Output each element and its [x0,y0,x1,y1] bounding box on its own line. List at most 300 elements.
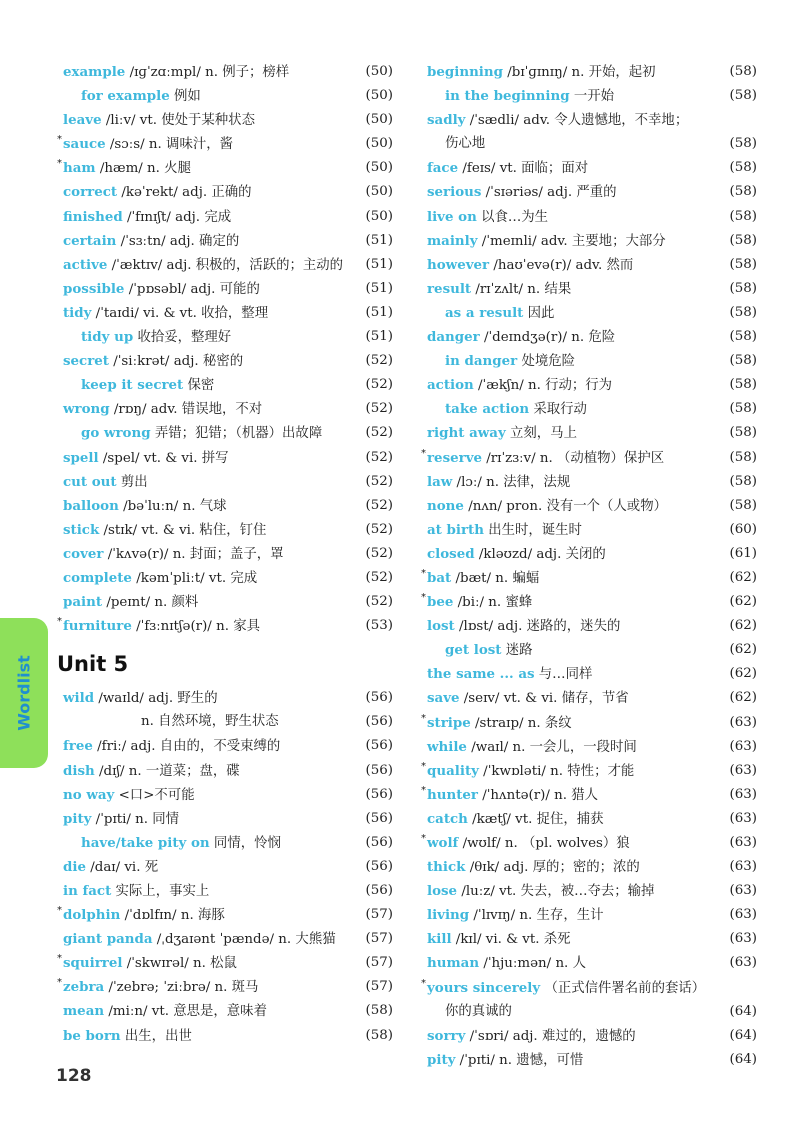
entry-headword: human [427,955,480,972]
wordlist-entry [427,470,757,494]
entry-definition: 与…同样 [534,667,593,683]
entry-headword: hunter [427,786,478,803]
entry-headword: tidy [63,304,92,321]
entry-headword: action [427,377,474,394]
entry-headword: law [427,473,453,490]
entry-page-ref: (51) [365,304,393,320]
entry-headword: have/take pity on [81,834,210,851]
entry-page-ref: (56) [365,834,393,850]
wordlist-entry [427,614,757,638]
entry-page-ref: (50) [365,88,393,104]
wordlist-entry [427,397,757,421]
entry-headword: catch [427,810,468,827]
entry-definition: /waɪld/ adj. 野生的 [94,691,218,707]
entry-page-ref: (52) [365,594,393,610]
entry-headword: dish [63,762,95,779]
entry-page-ref: (58) [365,1003,393,1019]
entry-headword: lose [427,883,458,900]
entry-page-ref: (52) [365,545,393,561]
wordlist-entry [63,446,393,470]
wordlist-entry [63,710,393,734]
entry-page-ref: (52) [365,497,393,513]
entry-headword: bee [427,594,454,611]
wordlist-entry [63,999,393,1023]
entry-definition: /nʌn/ pron. 没有一个（人或物） [463,498,667,514]
entry-definition: /ˈhʌntə(r)/ n. 猎人 [477,787,599,803]
entry-page-ref: (63) [729,835,757,850]
entry-page-ref: (50) [365,136,393,152]
entry-headword: yours sincerely [427,979,541,996]
wordlist-entry [421,759,757,783]
entry-definition: /ˈfɪnɪʃt/ adj. 完成 [122,209,232,225]
optional-word-mark: * [57,616,62,628]
optional-word-mark: * [421,784,426,796]
entry-definition: /ˈsɜːtn/ adj. 确定的 [116,233,240,249]
entry-page-ref: (56) [365,858,393,874]
wordlist-entry [427,349,757,373]
entry-definition: /friː/ adj. 自由的，不受束缚的 [92,739,281,755]
entry-page-ref: (50) [365,184,393,200]
wordlist-entry [427,807,757,831]
wordlist-entry [63,397,393,421]
entry-definition: /liːv/ vt. 使处于某种状态 [101,113,255,129]
entry-headword: cover [63,545,104,562]
entry-page-ref: (58) [729,304,757,320]
wordlist-entry [63,566,393,590]
wordlist-entry [427,686,757,710]
entry-headword: take action [445,401,530,418]
entry-page-ref: (63) [729,931,757,947]
wordlist-entry [427,108,757,132]
entry-page-ref: (58) [729,64,757,79]
entry-page-ref: (58) [729,280,757,296]
entry-page-ref: (52) [365,425,393,441]
wordlist-entry [63,421,393,445]
wordlist-entry [63,108,393,132]
wordlist-entry [427,277,757,301]
entry-headword: spell [63,449,99,466]
entry-page-ref: (52) [365,401,393,417]
entry-definition: /ˈækʃn/ n. 行动；行为 [473,378,613,394]
wordlist-entry [421,446,757,470]
optional-word-mark: * [57,134,62,146]
entry-definition: /rɒŋ/ adv. 错误地，不对 [109,402,263,418]
entry-page-ref: (50) [365,208,393,224]
entry-headword: none [427,497,464,514]
entry-headword: as a result [445,304,524,321]
entry-page-ref: (62) [729,569,757,585]
entry-page-ref: (51) [365,329,393,345]
entry-headword: ham [63,160,96,177]
entry-definition: /lɒst/ adj. 迷路的，迷失的 [454,619,621,635]
entry-definition: 采取行动 [529,402,587,418]
entry-headword: finished [63,208,123,225]
entry-definition: 出生时，诞生时 [483,522,582,538]
wordlist-entry [427,951,757,975]
entry-headword: pity [427,1051,456,1068]
right-column [421,60,757,1072]
entry-page-ref: (63) [729,738,757,754]
wordlist-entry [63,205,393,229]
wordlist-entry [427,1048,757,1072]
wordlist-entry [427,253,757,277]
wordlist-entry [421,831,757,855]
entry-headword: example [63,64,126,80]
entry-definition: /ɪɡˈzɑːmpl/ n. 例子；榜样 [125,65,290,80]
entry-definition: （正式信件署名前的套话） [540,980,706,996]
entry-definition: 弄错；犯错；（机器）出故障 [150,426,323,442]
entry-page-ref: (53) [365,618,393,634]
wordlist-entry [63,542,393,566]
entry-headword: sadly [427,112,466,129]
entry-headword: the same ... as [427,666,535,683]
entry-definition: 收拾妥，整理好 [133,330,232,346]
wordlist-side-tab [0,618,48,768]
entry-definition: 迷路 [501,643,533,659]
entry-page-ref: (52) [365,521,393,537]
entry-page-ref: (63) [729,786,757,802]
wordlist-entry [427,518,757,542]
entry-definition: 同情，怜悯 [209,835,281,851]
wordlist-entry [63,325,393,349]
entry-definition: 立刻，马上 [505,426,577,442]
entry-headword: paint [63,594,103,611]
entry-headword: live on [427,208,477,225]
entry-headword: for example [81,88,170,105]
entry-definition: /feɪs/ vt. 面临；面对 [458,161,589,177]
wordlist-entry [427,229,757,253]
side-tab-label: Wordlist [14,655,34,731]
entry-page-ref: (52) [365,473,393,489]
entry-definition: /ˈæktɪv/ adj. 积极的，活跃的；主动的 [107,257,344,273]
entry-definition: /ˈlɪvɪŋ/ n. 生存，生计 [469,908,604,924]
entry-headword: sorry [427,1027,466,1044]
entry-definition: /kəˈrekt/ adj. 正确的 [117,185,252,201]
entry-headword: face [427,160,459,177]
entry-page-ref: (57) [365,907,393,923]
optional-word-mark: * [57,905,62,917]
entry-page-ref: (50) [365,64,393,79]
entry-definition: /ˈsædli/ adv. 令人遗憾地，不幸地； [465,113,689,129]
entry-headword: squirrel [63,955,123,972]
wordlist-entry [427,1024,757,1048]
entry-headword: dolphin [63,907,121,924]
entry-headword: balloon [63,497,119,514]
entry-headword: save [427,690,460,707]
entry-definition: /ˈhjuːmən/ n. 人 [479,956,586,972]
entry-definition: 以食…为生 [476,209,549,225]
wordlist-entry [63,518,393,542]
left-column [57,60,393,1048]
entry-definition: 剪出 [116,474,148,490]
wordlist-entry [427,301,757,325]
entry-definition: /ˈtaɪdi/ vi. & vt. 收拾，整理 [91,305,269,321]
wordlist-entry [63,807,393,831]
wordlist-entry [421,783,757,807]
entry-headword: cut out [63,473,117,490]
entry-page-ref: (58) [729,425,757,441]
entry-definition: /dɪʃ/ n. 一道菜；盘，碟 [94,763,240,779]
entry-definition: /luːz/ vt. 失去，被…夺去；输掉 [457,884,655,900]
entry-headword: danger [427,329,480,346]
entry-page-ref: (63) [729,907,757,923]
wordlist-entry [421,566,757,590]
entry-page-ref: (50) [365,112,393,128]
entry-page-ref: (56) [365,690,393,706]
wordlist-entry [427,205,757,229]
wordlist-entry [57,156,393,180]
entry-page-ref: (64) [729,1003,757,1019]
entry-definition: /biː/ n. 蜜蜂 [453,595,533,611]
entry-page-ref: (58) [729,449,757,465]
entry-definition: 因此 [523,305,555,321]
entry-headword: in fact [63,883,112,899]
entry-headword: complete [63,569,132,586]
wordlist-entry [63,855,393,879]
entry-headword: in the beginning [445,88,570,105]
entry-page-ref: (60) [729,521,757,537]
wordlist-entry [427,927,757,951]
wordlist-entry [421,976,757,1000]
entry-page-ref: (58) [729,329,757,345]
entry-definition: /kləʊzd/ adj. 关闭的 [474,546,606,562]
entry-page-ref: (64) [729,1027,757,1043]
optional-word-mark: * [421,567,426,579]
entry-headword: certain [63,232,117,249]
entry-definition: 处境危险 [517,354,576,370]
entry-definition: 实际上，事实上 [111,884,210,899]
entry-page-ref: (51) [365,256,393,272]
entry-headword: stripe [427,714,471,731]
wordlist-entry [63,494,393,518]
wordlist-entry [63,734,393,758]
wordlist-entry [63,590,393,614]
page-number: 128 [56,1066,92,1086]
entry-headword: serious [427,184,482,201]
entry-page-ref: (56) [365,738,393,754]
entry-page-ref: (63) [729,955,757,971]
wordlist-entry [427,132,757,156]
wordlist-entry [57,132,393,156]
wordlist-entry [57,975,393,999]
optional-word-mark: * [421,447,426,459]
entry-definition: /kəmˈpliːt/ vt. 完成 [131,570,258,586]
entry-definition: /seɪv/ vt. & vi. 储存，节省 [459,691,629,707]
entry-definition: /ˈpɪti/ n. 同情 [91,811,180,827]
wordlist-entry [63,927,393,951]
entry-page-ref: (52) [365,449,393,465]
entry-page-ref: (64) [729,1051,757,1067]
entry-page-ref: (56) [365,762,393,778]
wordlist-entry [421,590,757,614]
wordlist-entry [63,229,393,253]
entry-page-ref: (62) [729,666,757,682]
entry-headword: at birth [427,521,484,538]
wordlist-entry [63,373,393,397]
entry-definition: /peɪnt/ n. 颜料 [102,595,199,611]
entry-definition: 伤心地 [445,136,486,152]
optional-word-mark: * [421,977,426,989]
entry-headword: get lost [445,642,502,659]
entry-page-ref: (52) [365,569,393,585]
entry-headword: giant panda [63,931,153,948]
entry-definition: /rɪˈzɜːv/ n. （动植物）保护区 [482,450,665,466]
wordlist-entry [63,84,393,108]
entry-headword: beginning [427,64,503,80]
optional-word-mark: * [421,592,426,604]
entry-headword: active [63,256,108,273]
entry-definition: 你的真诚的 [445,1003,512,1019]
entry-page-ref: (61) [729,545,757,561]
entry-headword: thick [427,859,466,876]
entry-headword: wild [63,690,95,707]
entry-definition: /ˈkwɒləti/ n. 特性；才能 [478,763,635,779]
wordlist-entry [63,470,393,494]
entry-headword: wrong [63,401,110,418]
entry-headword: correct [63,184,118,201]
optional-word-mark: * [57,977,62,989]
entry-headword: right away [427,425,506,442]
wordlist-entry [427,84,757,108]
wordlist-entry [63,783,393,807]
wordlist-entry [57,903,393,927]
entry-definition: /stɪk/ vt. & vi. 粘住，钉住 [99,522,267,538]
entry-headword: however [427,256,490,273]
wordlist-entry [427,494,757,518]
wordlist-entry [427,903,757,927]
optional-word-mark: * [421,833,426,844]
entry-headword: mainly [427,232,478,249]
entry-definition: /ˈsɪəriəs/ adj. 严重的 [481,185,617,201]
entry-headword: secret [63,353,109,370]
wordlist-entry [57,614,393,638]
entry-definition: /rɪˈzʌlt/ n. 结果 [471,281,572,297]
entry-page-ref: (50) [365,160,393,176]
optional-word-mark: * [421,760,426,772]
entry-definition: /bæt/ n. 蝙蝠 [451,570,540,586]
entry-headword: die [63,858,86,875]
entry-headword: quality [427,762,479,779]
entry-page-ref: (58) [729,401,757,417]
unit-heading: Unit 5 [57,652,129,677]
entry-definition: /ˈsɒri/ adj. 难过的，遗憾的 [465,1028,636,1044]
entry-page-ref: (58) [729,353,757,369]
entry-headword: go wrong [81,425,151,442]
entry-headword: furniture [63,618,132,635]
entry-definition: 一开始 [569,89,615,105]
entry-definition: /spel/ vt. & vi. 拼写 [98,450,229,466]
entry-definition: /bɪˈɡɪnɪŋ/ n. 开始，起初 [503,65,656,80]
wordlist-entry [63,301,393,325]
entry-page-ref: (62) [729,618,757,634]
entry-page-ref: (56) [365,786,393,802]
entry-headword: wolf [427,835,459,851]
wordlist-entry [427,180,757,204]
entry-page-ref: (62) [729,690,757,706]
wordlist-entry [63,831,393,855]
entry-page-ref: (58) [365,1027,393,1043]
entry-definition: /ˈskwɪrəl/ n. 松鼠 [122,956,237,972]
wordlist-entry [427,662,757,686]
wordlist-entry [57,951,393,975]
entry-definition: /sɔːs/ n. 调味汁，酱 [105,137,234,153]
entry-page-ref: (62) [729,642,757,658]
entry-page-ref: (52) [365,377,393,393]
entry-page-ref: (57) [365,979,393,995]
entry-page-ref: (58) [729,88,757,104]
entry-definition: /ˈpɪti/ n. 遗憾，可惜 [455,1052,584,1068]
entry-definition: 保密 [183,378,215,394]
wordlist-entry [63,1024,393,1048]
optional-word-mark: * [57,953,62,965]
entry-page-ref: (58) [729,232,757,248]
wordlist-entry [427,1000,757,1024]
entry-headword: lost [427,618,455,635]
entry-definition: /ˈkʌvə(r)/ n. 封面；盖子，罩 [103,546,284,562]
entry-headword: stick [63,521,100,538]
entry-headword: tidy up [81,329,134,346]
entry-definition: /ˈpɒsəbl/ adj. 可能的 [124,281,260,297]
entry-headword: free [63,738,93,755]
entry-definition: /ˈfɜːnɪtʃə(r)/ n. 家具 [131,619,260,635]
wordlist-entry [427,421,757,445]
entry-headword: while [427,738,467,755]
entry-definition: /kætʃ/ vt. 捉住，捕获 [467,811,604,827]
wordlist-entry [63,759,393,783]
entry-headword: possible [63,280,125,297]
entry-page-ref: (63) [729,859,757,875]
entry-page-ref: (58) [729,208,757,224]
entry-definition: /miːn/ vt. 意思是，意味着 [104,1004,267,1020]
entry-page-ref: (51) [365,232,393,248]
entry-page-ref: (56) [365,714,393,730]
entry-definition: /ˌdʒaɪənt ˈpændə/ n. 大熊猫 [152,932,336,948]
wordlist-entry [427,60,757,84]
entry-definition: /wʊlf/ n. （pl. wolves）狼 [458,836,630,851]
entry-headword: pity [63,810,92,827]
wordlist-entry [63,60,393,84]
wordlist-entry [427,542,757,566]
wordlist-entry [427,373,757,397]
entry-definition: /kɪl/ vi. & vt. 杀死 [451,932,571,948]
entry-definition: /waɪl/ n. 一会儿，一段时间 [466,739,637,755]
entry-definition: /lɔː/ n. 法律，法规 [452,474,571,490]
wordlist-entry [427,735,757,759]
entry-page-ref: (52) [365,353,393,369]
entry-definition: 出生，出世 [120,1028,192,1044]
entry-page-ref: (56) [365,883,393,898]
entry-definition: /straɪp/ n. 条纹 [470,715,572,731]
wordlist-entry [63,253,393,277]
entry-headword: keep it secret [81,377,184,394]
entry-headword: zebra [63,979,105,996]
wordlist-entry [63,349,393,373]
entry-headword: in danger [445,353,518,370]
entry-page-ref: (58) [729,136,757,152]
entry-page-ref: (63) [729,810,757,826]
entry-definition: 例如 [169,89,201,105]
wordlist-entry [63,180,393,204]
entry-headword: mean [63,1003,105,1020]
entry-headword: no way [63,786,115,803]
wordlist-entry [427,879,757,903]
wordlist-entry [63,686,393,710]
entry-headword: closed [427,545,475,562]
entry-definition: n. 自然环境，野生状态 [141,714,279,730]
entry-definition: /ˈzebrə; ˈziːbrə/ n. 斑马 [104,980,259,996]
entry-headword: sauce [63,136,106,153]
wordlist-entry [427,855,757,879]
